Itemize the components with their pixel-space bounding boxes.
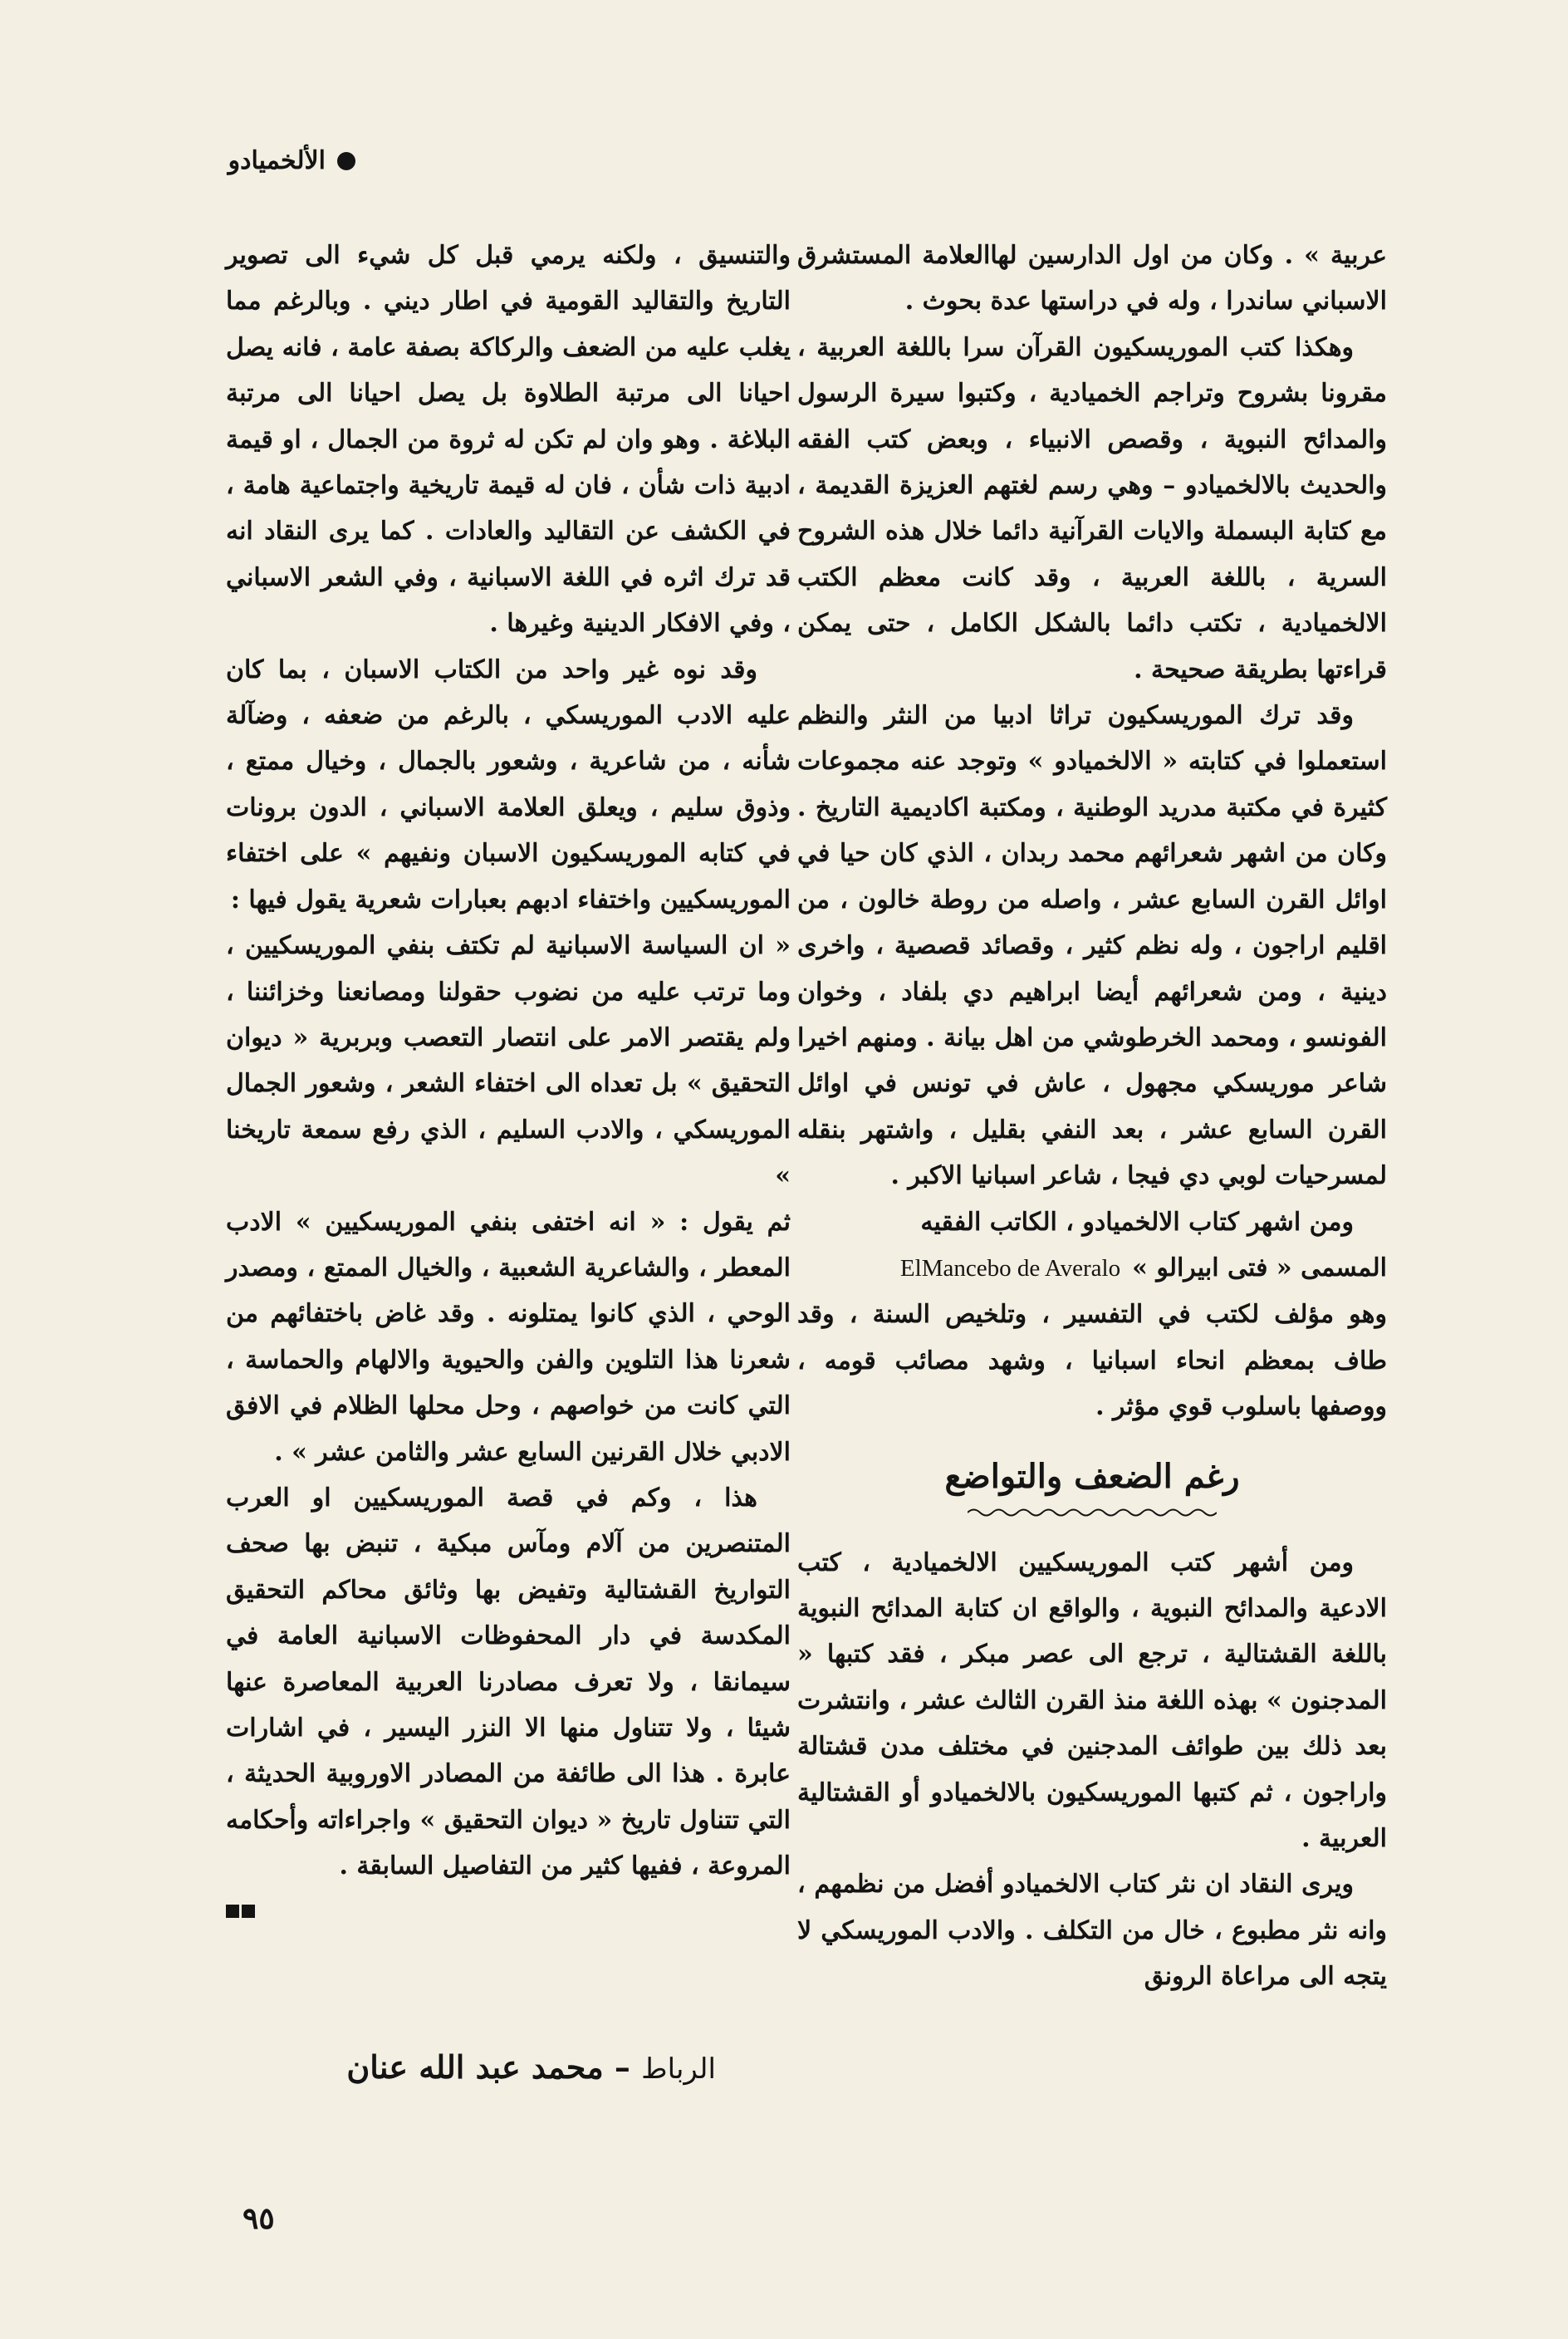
quote-paragraph: « ان السياسة الاسبانية لم تكتف بنفي الموريسكيين ، وما ترتب عليه من نضوب حقولنا ومصانعنا وخزائننا ، ولم يقتصر الامر على انتصار التعصب وبربرية « ديوان التحقيق » بل تعداه الى اختفاء الشعر ، وشعور الجمال الموريسكي ، والادب السليم ، الذي رفع سمعة تاريخنا » bbox=[226, 931, 791, 1191]
paragraph: ومن أشهر كتب الموريسكيين الالخميادية ، كتب الادعية والمدائح النبوية ، والواقع ان كتابة المدائح النبوية باللغة القشتالية ، ترجع الى عصر مبكر ، فقد كتبها « المدجنون » بهذه اللغة منذ القرن الثالث عشر ، وانتشرت بعد ذلك بين طوائف المدجنين في مختلف مدن قشتالة واراجون ، ثم كتبها الموريسكيون بالالخميادو أو القشتالية العربية . bbox=[797, 1547, 1387, 1853]
bullet-icon bbox=[337, 152, 355, 170]
latin-name: ElMancebo de Averalo bbox=[899, 1254, 1121, 1282]
paragraph: ثم يقول : « انه اختفى بنفي الموريسكيين » الادب المعطر ، والشاعرية الشعبية ، والخيال الممتع ، ومصدر الوحي ، الذي كانوا يمتلونه . وقد غاض باختفائهم من شعرنا هذا التلوين والفن والحيوية والالهام والحماسة ، التي كانت من خواصهم ، وحل محلها الظلام في الافق الادبي خلال القرنين السابع عشر والثامن عشر » . bbox=[226, 1207, 791, 1467]
page-number: ٩٥ bbox=[243, 2201, 275, 2236]
paragraph: وقد ترك الموريسكيون تراثا ادبيا من النثر والنظم استعملوا في كتابته « الالخميادو » وتوجد عنه مجموعات كثيرة في مكتبة مدريد الوطنية ، ومكتبة اكاديمية التاريخ . وكان من اشهر شعرائهم محمد ربدان ، الذي كان حيا في اوائل القرن السابع عشر ، واصله من روطة خالون ، من اقليم اراجون ، وله نظم كثير ، وقصائد قصصية ، واخرى دينية ، ومن شعرائهم أيضا ابراهيم دي بلفاد ، وخوان الفونسو ، ومحمد الخرطوشي من اهل بيانة . ومنهم اخيرا شاعر موريسكي مجهول ، عاش في تونس في اوائل القرن السابع عشر ، بعد النفي بقليل ، واشتهر بنقله لمسرحيات لوبي دي فيجا ، شاعر اسبانيا الاكبر . bbox=[797, 701, 1387, 1191]
paragraph: هذا ، وكم في قصة الموريسكيين او العرب المتنصرين من آلام ومآس مبكية ، تنبض بها صحف التواريخ القشتالية وتفيض بها وثائق محاكم التحقيق المكدسة في دار المحفوظات الاسبانية العامة في سيمانقا ، ولا تعرف مصادرنا العربية المعاصرة عنها شيئا ، ولا تتناول منها الا النزر اليسير ، في اشارات عابرة . هذا الى طائفة من المصادر الاوروبية الحديثة ، التي تتناول تاريخ « ديوان التحقيق » واجراءاته وأحكامه المروعة ، ففيها كثير من التفاصيل السابقة . bbox=[226, 1483, 791, 1881]
paragraph: وهكذا كتب الموريسكيون القرآن سرا باللغة العربية ، مقرونا بشروح وتراجم الخميادية ، وكتبوا سيرة الرسول والمدائح النبوية ، وقصص الانبياء ، وبعض كتب الفقه والحديث بالالخميادو – وهي رسم لغتهم العزيزة القديمة ، مع كتابة البسملة والايات القرآنية دائما خلال هذه الشروح السرية ، باللغة العربية ، وقد كانت معظم الكتب الالخميادية ، تكتب دائما بالشكل الكامل ، حتى يمكن قراءتها بطريقة صحيحة . bbox=[797, 332, 1387, 684]
paragraph: ومن اشهر كتاب الالخميادو ، الكاتب الفقيه bbox=[920, 1207, 1354, 1237]
latin-line-arabic: المسمى « فتى ابيرالو » bbox=[1132, 1253, 1387, 1282]
signature-dash: – bbox=[614, 2048, 630, 2086]
end-mark-icon bbox=[226, 1905, 255, 1918]
wavy-divider-icon bbox=[968, 1507, 1217, 1518]
paragraph: وهو مؤلف لكتب في التفسير ، وتلخيص السنة ، وقد طاف بمعظم انحاء اسبانيا ، وشهد مصائب قومه ، ووصفها باسلوب قوي مؤثر . bbox=[797, 1300, 1387, 1422]
left-column bbox=[226, 233, 791, 1937]
subheading: رغم الضعف والتواضع bbox=[944, 1456, 1240, 1496]
author-signature bbox=[234, 2048, 716, 2086]
end-ornament bbox=[226, 1891, 791, 1937]
right-column bbox=[797, 233, 1387, 2000]
running-header bbox=[228, 146, 355, 175]
signature-city: الرباط bbox=[641, 2052, 716, 2086]
running-title: الألخميادو bbox=[228, 146, 326, 175]
paragraph: والتنسيق ، ولكنه يرمي قبل كل شيء الى تصوير التاريخ والتقاليد القومية في اطار ديني . وبالرغم مما يغلب عليه من الضعف والركاكة بصفة عامة ، فانه يصل احيانا الى مرتبة الطلاوة بل يصل احيانا الى مرتبة البلاغة . وهو وان لم تكن له ثروة من الجمال ، او قيمة ادبية ذات شأن ، فان له قيمة تاريخية واجتماعية هامة ، في الكشف عن التقاليد والعادات . كما يرى النقاد انه قد ترك اثره في اللغة الاسبانية ، وفي الشعر الاسباني ، وفي الافكار الدينية وغيرها . bbox=[226, 241, 791, 639]
paragraph: ويرى النقاد ان نثر كتاب الالخميادو أفضل من نظمهم ، وانه نثر مطبوع ، خال من التكلف . والادب الموريسكي لا يتجه الى مراعاة الرونق bbox=[797, 1870, 1387, 1992]
latin-name-line bbox=[797, 1245, 1387, 1292]
signature-author: محمد عبد الله عنان bbox=[346, 2048, 604, 2086]
paragraph: وقد نوه غير واحد من الكتاب الاسبان ، بما كان عليه الادب الموريسكي ، بالرغم من ضعفه ، وضآلة شأنه ، من شاعرية ، وشعور بالجمال ، وخيال ممتع ، وذوق سليم ، ويعلق العلامة الاسباني ، الدون برونات في كتابه الموريسكيون الاسبان ونفيهم » على اختفاء الموريسكيين واختفاء ادبهم بعبارات شعرية يقول فيها : bbox=[226, 655, 791, 915]
paragraph: عربية » . وكان من اول الدارسين لهاالعلامة المستشرق الاسباني ساندرا ، وله في دراستها عدة بحوث . bbox=[797, 241, 1387, 316]
